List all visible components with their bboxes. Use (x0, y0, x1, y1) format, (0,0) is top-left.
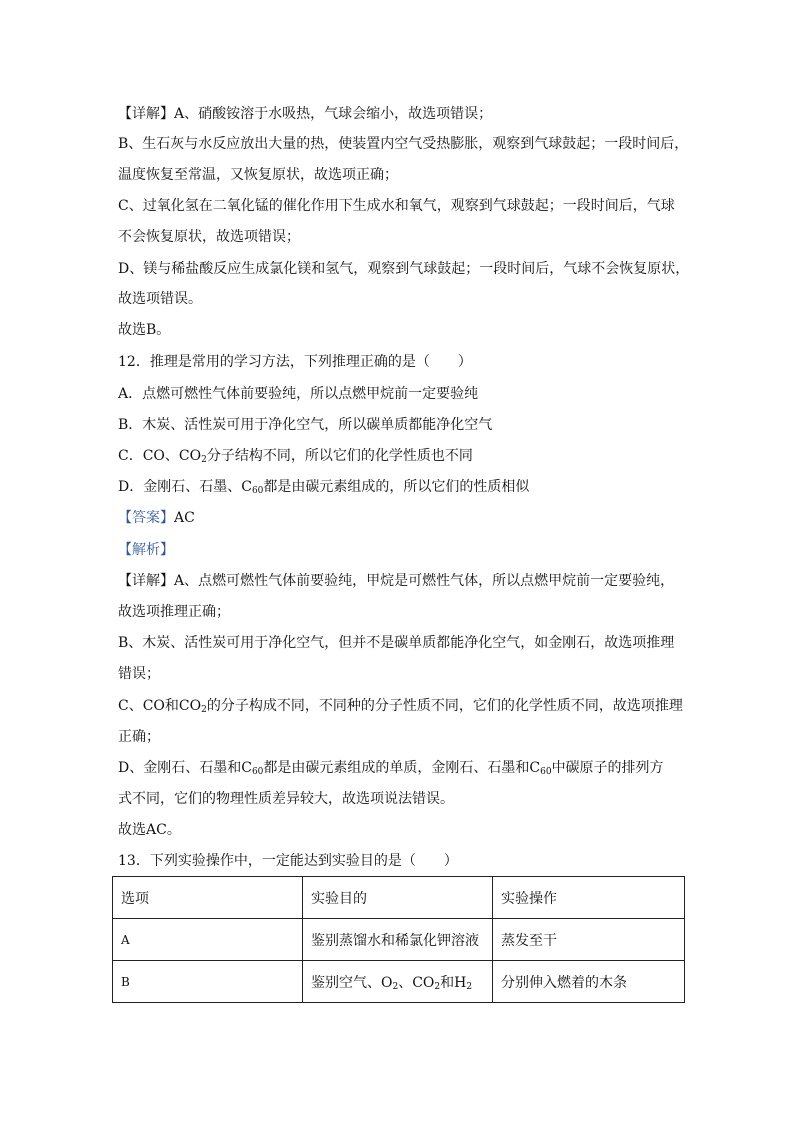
q12-detail-d1: D、金刚石、石墨和$C_{60}$都是由碳元素组成的单质，金刚石、石墨和$C_{60}$中碳原子的排列方 (118, 760, 664, 777)
q13-options-table (112, 876, 685, 1003)
q12-option-a: A．点燃可燃性气体前要验纯，所以点燃甲烷前一定要验纯 (118, 386, 479, 402)
detail-tag: 【详解】 (118, 573, 174, 589)
q12-option-b: B．木炭、活性炭可用于净化空气，所以碳单质都能净化空气 (118, 417, 493, 433)
q13-stem: 13．下列实验操作中，一定能达到实验目的是（ ） (118, 853, 458, 869)
answer-value: AC (174, 510, 195, 526)
answer-label: 【答案】 (118, 510, 174, 526)
p1-conclusion: 故选B。 (118, 322, 171, 338)
q12-detail-a2: 故选项推理正确； (118, 604, 230, 620)
q12-analysis-label: 【解析】 (118, 542, 174, 558)
p1-line-d2: 故选项错误。 (118, 291, 202, 307)
table-row (113, 961, 685, 1003)
row-b-operation: 分别伸入燃着的木条 (493, 961, 685, 1003)
p1-line-d1: D、镁与稀盐酸反应生成氯化镁和氢气，观察到气球鼓起；一段时间后，气球不会恢复原状， (118, 261, 690, 277)
q12-option-c: C．CO、$CO_2$分子结构不同，所以它们的化学性质也不同 (118, 448, 473, 465)
q12-stem: 12．推理是常用的学习方法，下列推理正确的是（ ） (118, 354, 472, 370)
q12-conclusion: 故选AC。 (118, 822, 181, 838)
q12-detail-a1: 【详解】A、点燃可燃性气体前要验纯，甲烷是可燃性气体，所以点燃甲烷前一定要验纯， (118, 573, 675, 589)
q12-answer (118, 508, 195, 528)
p1-line-c1: C、过氧化氢在二氧化锰的催化作用下生成水和氧气，观察到气球鼓起；一段时间后，气球 (118, 198, 675, 214)
q12-detail-b2: 错误； (118, 666, 160, 682)
q12-detail-c2: 正确； (118, 729, 160, 745)
row-b-goal: 鉴别空气、$O_2$、$CO_2$和$H_2$ (303, 961, 493, 1003)
p1-line-c2: 不会恢复原状，故选项错误； (118, 229, 300, 245)
row-b-option: B (113, 961, 303, 1003)
q12-detail-b1: B、木炭、活性炭可用于净化空气，但并不是碳单质都能净化空气，如金刚石，故选项推理 (118, 635, 675, 651)
table-row (113, 919, 685, 961)
q12-detail-d2: 式不同，它们的物理性质差异较大，故选项说法错误。 (118, 791, 454, 807)
q12-detail-c1: C、CO和$CO_2$的分子构成不同，不同种的分子性质不同，它们的化学性质不同，故选项推理 (118, 698, 683, 715)
table-header-row (113, 877, 685, 919)
header-operation: 实验操作 (493, 877, 685, 919)
header-option: 选项 (113, 877, 303, 919)
p1-line-b1: B、生石灰与水反应放出大量的热，使装置内空气受热膨胀，观察到气球鼓起；一段时间后， (118, 136, 689, 152)
row-a-option: A (113, 919, 303, 961)
detail-tag: 【详解】 (118, 106, 174, 122)
row-a-operation: 蒸发至干 (493, 919, 685, 961)
p1-line-b2: 温度恢复至常温，又恢复原状，故选项正确； (118, 167, 398, 183)
p1-line-a: 【详解】A、硝酸铵溶于水吸热，气球会缩小，故选项错误； (118, 106, 493, 122)
header-goal: 实验目的 (303, 877, 493, 919)
row-a-goal: 鉴别蒸馏水和稀氯化钾溶液 (303, 919, 493, 961)
q12-option-d: D．金刚石、石墨、$C_{60}$都是由碳元素组成的，所以它们的性质相似 (118, 479, 530, 496)
